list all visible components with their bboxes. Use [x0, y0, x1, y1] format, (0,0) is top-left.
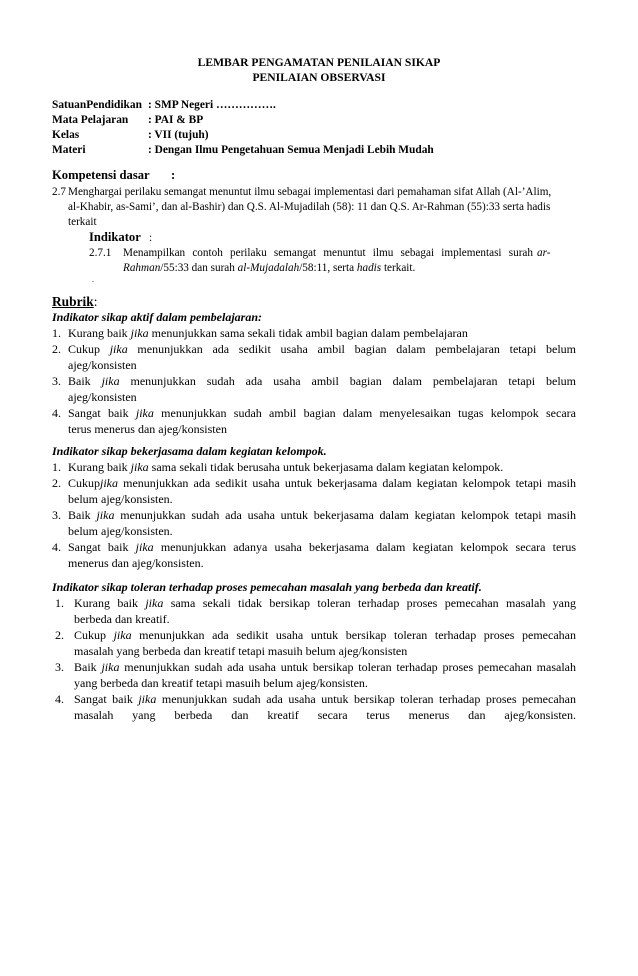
section3-item3-cont: yang berbeda dan kreatif tetapi masuih belum ajeg/konsisten.	[74, 676, 368, 690]
section1-item3-num: 3.	[52, 374, 61, 388]
meta-label-mapel: Mata Pelajaran	[52, 114, 129, 126]
section1-item4: Sangat baik jika menunjukkan sudah ambil bagian dalam menyelesaikan tugas kelompok secara	[68, 406, 576, 420]
section1-item1: Kurang baik jika menunjukkan sama sekali tidak ambil bagian dalam pembelajaran	[68, 326, 468, 340]
section1-item2-cont: ajeg/konsisten	[68, 358, 137, 372]
section1-item1-num: 1.	[52, 326, 61, 340]
section3-item4-cont: masalah yang berbeda dan kreatif secara terus menerus dan ajeg/konsisten.	[74, 708, 576, 722]
indikator-heading: Indikator	[89, 230, 141, 244]
indikator-line1-end: ar-	[537, 247, 551, 259]
section3-item2: Cukup jika menunjukkan ada sedikit usaha untuk bersikap toleran terhadap proses pemecahan	[74, 628, 576, 642]
kompetensi-line2: al-Khabir, as-Sami’, dan al-Bashir) dan Q.S. Al-Mujadilah (58): 11 dan Q.S. Ar-Rahman (55):33 serta hadis	[68, 201, 551, 213]
meta-value-mapel: : PAI & BP	[148, 114, 204, 126]
section3-item1-num: 1.	[55, 596, 64, 610]
meta-label-materi: Materi	[52, 144, 86, 156]
section2-item1-num: 1.	[52, 460, 61, 474]
section3-item3: Baik jika menunjukkan sudah ada usaha untuk bersikap toleran terhadap proses pemecahan masalah	[74, 660, 576, 674]
indikator-number: 2.7.1	[89, 247, 112, 259]
section2-item4-cont: menerus dan ajeg/konsisten.	[68, 556, 204, 570]
indikator-dot: .	[92, 275, 94, 284]
meta-label-kelas: Kelas	[52, 129, 80, 141]
meta-value-materi: : Dengan Ilmu Pengetahuan Semua Menjadi Lebih Mudah	[148, 144, 434, 156]
section3-item3-num: 3.	[55, 660, 64, 674]
section3-item1-cont: berbeda dan kreatif.	[74, 612, 170, 626]
section1-item2-num: 2.	[52, 342, 61, 356]
kompetensi-heading: Kompetensi dasar	[52, 168, 150, 182]
section1-item3-cont: ajeg/konsisten	[68, 390, 137, 404]
section2-title: Indikator sikap bekerjasama dalam kegiatan kelompok.	[52, 444, 327, 458]
section2-item2-cont: belum ajeg/konsisten.	[68, 492, 173, 506]
document-title-line1: LEMBAR PENGAMATAN PENILAIAN SIKAP	[197, 56, 441, 69]
section1-title: Indikator sikap aktif dalam pembelajaran:	[52, 310, 263, 324]
section1-item4-num: 4.	[52, 406, 61, 420]
section1-item2: Cukup jika menunjukkan ada sedikit usaha ambil bagian dalam pembelajaran tetapi belum	[68, 342, 576, 356]
indikator-colon: :	[149, 232, 153, 244]
kompetensi-colon: :	[171, 168, 176, 182]
section3-item1: Kurang baik jika sama sekali tidak bersikap toleran terhadap proses pemecahan masalah yang	[74, 596, 576, 610]
section2-item1: Kurang baik jika sama sekali tidak berusaha untuk bekerjasama dalam kegiatan kelompok.	[68, 460, 504, 474]
section2-item4-num: 4.	[52, 540, 61, 554]
meta-value-kelas: : VII (tujuh)	[148, 129, 209, 141]
section2-item3-cont: belum ajeg/konsisten.	[68, 524, 173, 538]
section2-item3: Baik jika menunjukkan sudah ada usaha untuk bekerjasama dalam kegiatan kelompok tetapi masih	[68, 508, 576, 522]
indikator-line1: Menampilkan contoh perilaku semangat menuntut ilmu sebagai implementasi surah	[123, 247, 533, 259]
section3-item2-cont: masalah yang berbeda dan kreatif tetapi masuih belum ajeg/konsisten	[74, 644, 408, 658]
section3-item2-num: 2.	[55, 628, 64, 642]
section2-item2-num: 2.	[52, 476, 61, 490]
section3-item4: Sangat baik jika menunjukkan sudah ada usaha untuk bersikap toleran terhadap proses pemecahan	[74, 692, 576, 706]
kompetensi-line3: terkait	[68, 216, 97, 228]
section1-item4-cont: terus menerus dan ajeg/konsisten	[68, 422, 227, 436]
kompetensi-number: 2.7	[52, 186, 66, 198]
kompetensi-line1: Menghargai perilaku semangat menuntut ilmu sebagai implementasi dari pemahaman sifat Allah (Al-’Alim,	[68, 186, 552, 198]
section1-item3: Baik jika menunjukkan sudah ada usaha ambil bagian dalam pembelajaran tetapi belum	[68, 374, 577, 388]
section2-item4: Sangat baik jika menunjukkan adanya usaha bekerjasama dalam kegiatan kelompok secara terus	[68, 540, 576, 554]
section2-item2: Cukupjika menunjukkan ada sedikit usaha untuk bekerjasama dalam kegiatan kelompok tetapi masih	[68, 476, 576, 490]
section3-item4-num: 4.	[55, 692, 64, 706]
meta-label-satuan: SatuanPendidikan	[52, 99, 142, 111]
document-title-line2: PENILAIAN OBSERVASI	[252, 71, 386, 84]
meta-value-satuan: : SMP Negeri …………….	[148, 99, 276, 111]
indikator-line2: Rahman/55:33 dan surah al-Mujadalah/58:11, serta hadis terkait.	[123, 262, 416, 274]
rubrik-heading: Rubrik:	[52, 294, 98, 309]
section3-title: Indikator sikap toleran terhadap proses pemecahan masalah yang berbeda dan kreatif.	[52, 580, 482, 594]
section2-item3-num: 3.	[52, 508, 61, 522]
